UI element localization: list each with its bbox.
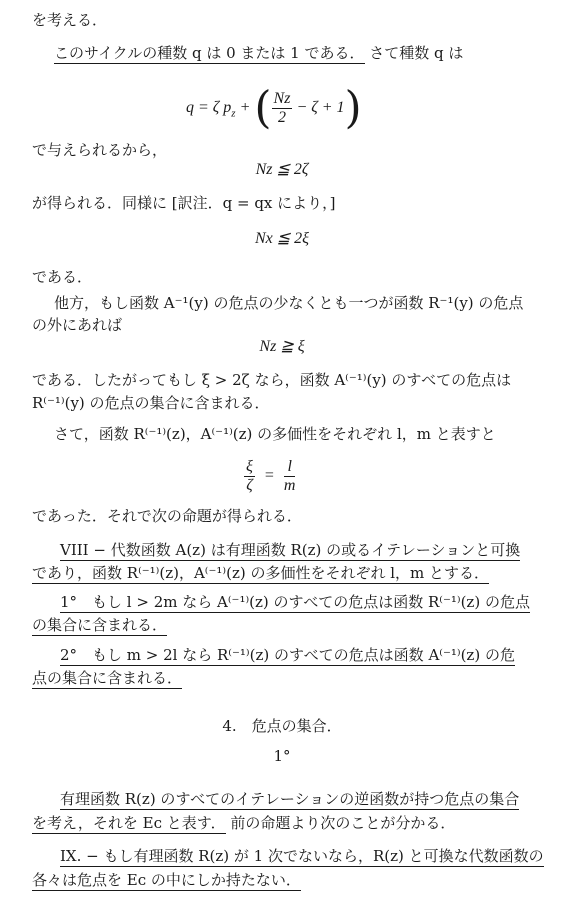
equation-ratio (244, 458, 295, 495)
text-line: が得られる．同様に [訳注．q = qx により，] (32, 194, 336, 212)
underlined-phrase: であり，函数 R⁽⁻¹⁾(z)，A⁽⁻¹⁾(z) の多価性をそれぞれ l，m とする． (32, 564, 490, 582)
proposition-viii-case2 (32, 668, 182, 688)
equation-nz-le: Nz ≦ 2ζ (255, 161, 309, 178)
underlined-phrase: VIII − 代数函数 A(z) は有理函数 R(z) の或るイテレーションと可換 (60, 541, 521, 559)
eq-sub: z (231, 107, 236, 120)
proposition-ix-line (32, 870, 301, 890)
paren-close: ) (344, 82, 362, 134)
proposition-viii-case2 (60, 645, 515, 665)
proposition-viii-line (32, 563, 489, 583)
fraction-den: 2 (277, 109, 286, 126)
text-line: R⁽⁻¹⁾(y) の危点の集合に含まれる． (32, 394, 270, 412)
fraction-den: m (283, 477, 296, 494)
proposition-viii-line (60, 540, 520, 560)
underlined-phrase: IX. − もし有理函数 R(z) が 1 次でないなら，R(z) と可換な代数函数の (60, 847, 544, 865)
equals-sign: = (264, 467, 274, 485)
eq-tail: − ζ + 1 (296, 99, 345, 117)
underlined-phrase: 有理函数 R(z) のすべてのイテレーションの逆函数が持つ危点の集合 (60, 790, 520, 808)
underlined-phrase: 1° もし l > 2m なら A⁽⁻¹⁾(z) のすべての危点は函数 R⁽⁻¹⁾(z) の危点 (60, 593, 530, 611)
proposition-ix-line (60, 846, 544, 866)
proposition-viii-case1 (32, 615, 167, 635)
equation-nz-ge: Nz ≧ ξ (259, 338, 305, 355)
text-line: で与えられるから， (32, 141, 168, 159)
section-heading: 4. 危点の集合． (222, 717, 342, 735)
text-line (54, 43, 463, 63)
proposition-viii-case1 (60, 592, 530, 612)
underlined-phrase: 2° もし m > 2l なら R⁽⁻¹⁾(z) のすべての危点は函数 A⁽⁻¹⁾(z) の危 (60, 646, 515, 664)
equation-genus (186, 82, 362, 134)
underlined-phrase: 点の集合に含まれる． (32, 669, 183, 687)
fraction (272, 90, 293, 127)
subsection-heading: 1° (273, 747, 291, 765)
underlined-phrase: を考え，それを Eᴄ と表す． (32, 814, 226, 832)
text-line: であった．それで次の命題が得られる． (32, 507, 302, 525)
eq-plus: + (235, 99, 255, 117)
text-line (60, 789, 519, 809)
text-span: 前の命題より次のことが分かる． (230, 814, 456, 832)
fraction-num: l (284, 458, 296, 477)
text-line: を考える． (32, 11, 108, 29)
fraction-num: Nz (273, 90, 291, 107)
fraction-right (284, 458, 296, 495)
text-line: さて，函数 R⁽⁻¹⁾(z)，A⁽⁻¹⁾(z) の多価性をそれぞれ l，m と表すと (54, 425, 496, 443)
underlined-phrase: の集合に含まれる． (32, 616, 168, 634)
text-line: である． (32, 268, 93, 286)
fraction-left (244, 458, 255, 495)
underlined-phrase: このサイクルの種数 q は 0 または 1 である． (54, 44, 365, 62)
text-line: 他方，もし函数 A⁻¹(y) の危点の少なくとも一つが函数 R⁻¹(y) の危点 (54, 294, 524, 312)
text-span: さて種数 q は (369, 44, 464, 62)
underlined-phrase: 各々は危点を Eᴄ の中にしか持たない． (32, 871, 301, 889)
paren-open: ( (254, 82, 272, 134)
fraction-num: ξ (246, 458, 253, 475)
fraction-den: ζ (246, 477, 253, 494)
text-line (32, 813, 455, 833)
eq-lhs: q = ζ p (186, 99, 232, 117)
text-line: である．したがってもし ξ > 2ζ なら，函数 A⁽⁻¹⁾(y) のすべての危点は (32, 371, 512, 389)
equation-nx-le: Nx ≦ 2ξ (254, 230, 310, 247)
text-line: の外にあれば (32, 316, 123, 334)
